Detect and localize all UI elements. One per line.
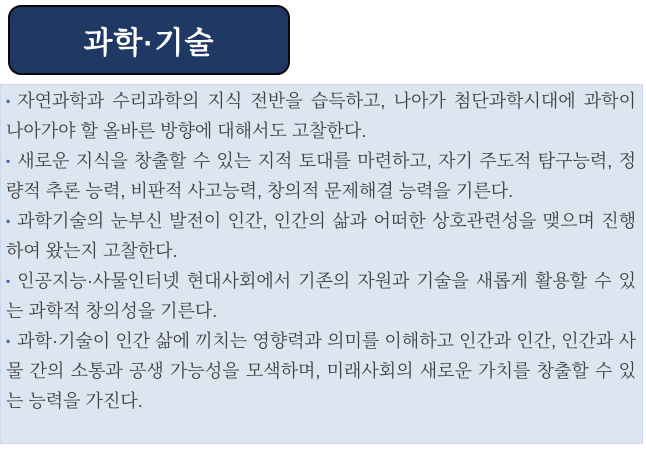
bullet-item [6,146,636,206]
bullet-item-text: 과학기술의 눈부신 발전이 인간, 인간의 삶과 어떠한 상호관련성을 맺으며 진행하여 왔는지 고찰한다. [6,211,636,261]
bullet-icon: ▪ [6,94,11,108]
description-panel [0,84,643,444]
bullet-item-text: 과학·기술이 인간 삶에 끼치는 영향력과 의미를 이해하고 인간과 인간, 인간과 사물 간의 소통과 공생 가능성을 모색하며, 미래사회의 새로운 가치를 창출할 수 있는 능력을 가진다. [6,331,636,411]
bullet-item [6,206,636,266]
bullet-item-text: 인공지능·사물인터넷 현대사회에서 기존의 자원과 기술을 새롭게 활용할 수 있는 과학적 창의성을 기른다. [6,271,636,321]
bullet-item [6,326,636,416]
section-title-badge [8,5,290,75]
bullet-icon: ▪ [6,274,11,288]
bullet-item-text: 자연과학과 수리과학의 지식 전반을 습득하고, 나아가 첨단과학시대에 과학이 나아가야 할 올바른 방향에 대해서도 고찰한다. [6,91,636,141]
bullet-item [6,86,636,146]
bullet-item [6,266,636,326]
bullet-icon: ▪ [6,334,11,348]
bullet-icon: ▪ [6,154,11,168]
bullet-item-text: 새로운 지식을 창출할 수 있는 지적 토대를 마련하고, 자기 주도적 탐구능력, 정량적 추론 능력, 비판적 사고능력, 창의적 문제해결 능력을 기른다. [6,151,636,201]
section-title: 과학·기술 [83,27,215,60]
bullet-icon: ▪ [6,214,11,228]
